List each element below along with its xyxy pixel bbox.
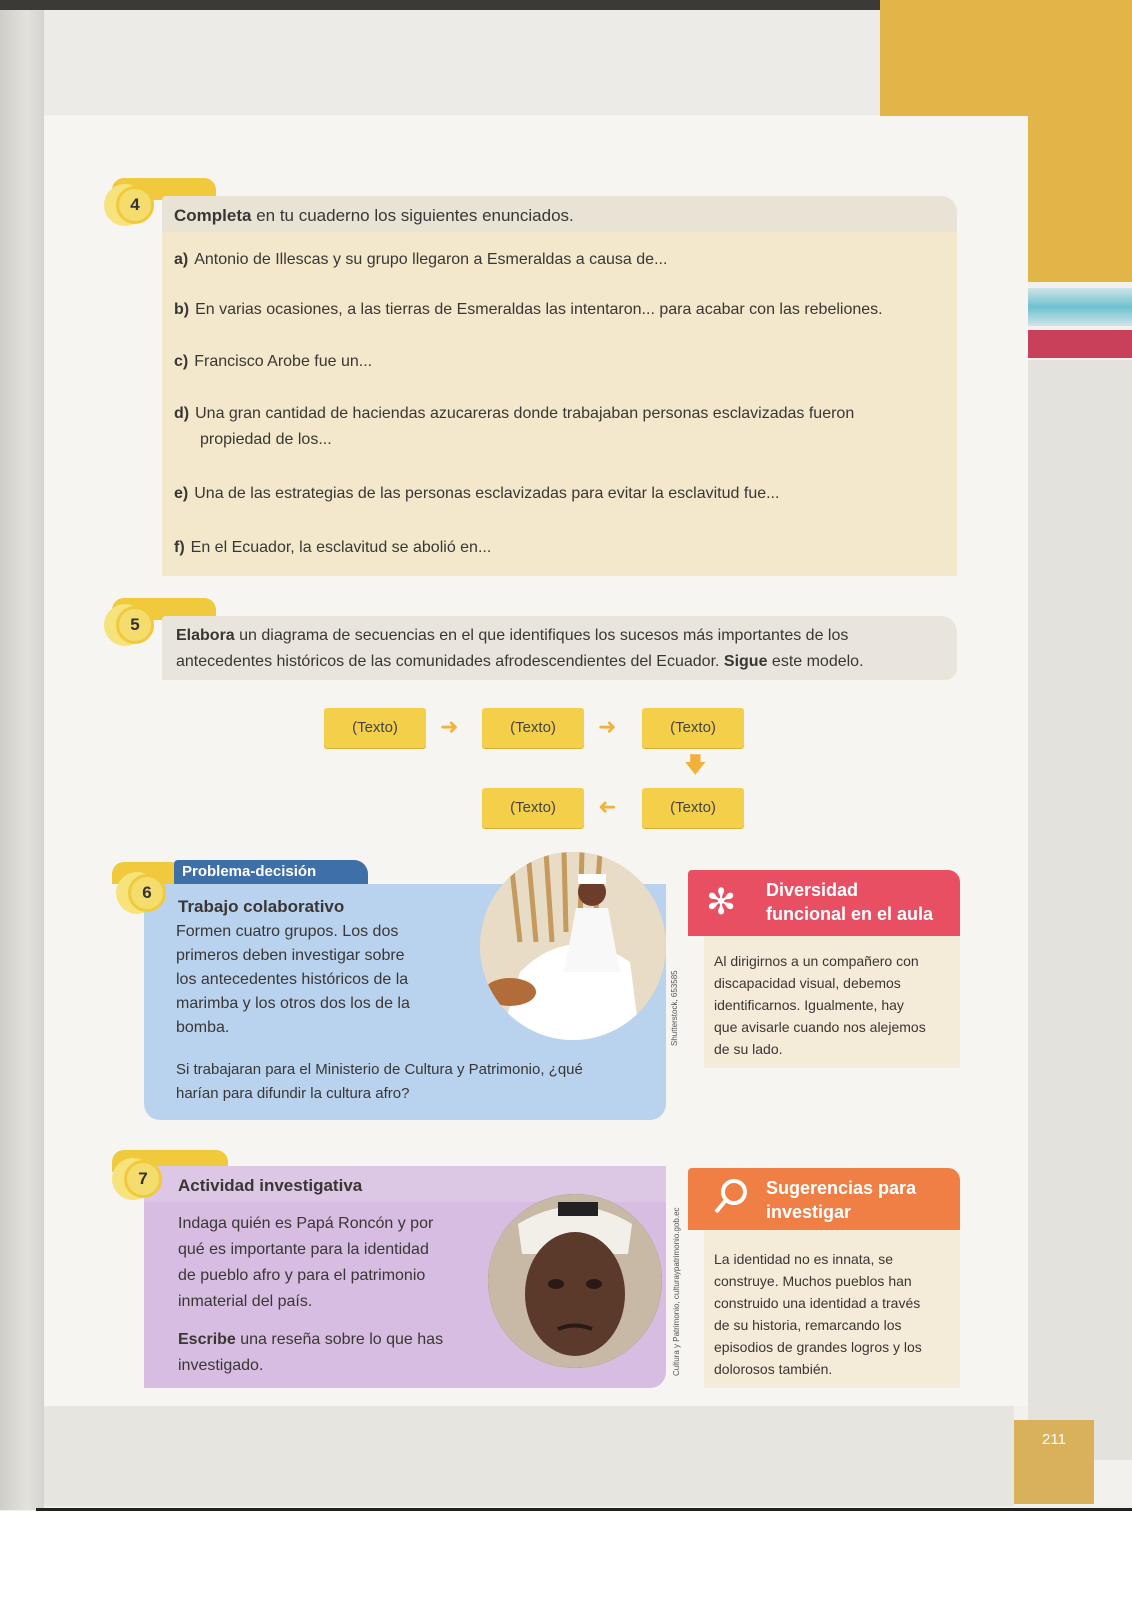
item-text: Una de las estrategias de las personas esclavizadas para evitar la esclavitud fue... <box>194 485 780 502</box>
activity-6-title: Trabajo colaborativo <box>178 897 345 916</box>
activity-7-number: 7 <box>124 1160 162 1198</box>
diversity-text: de su lado. <box>714 1041 783 1057</box>
sequence-box-3: (Texto) <box>642 708 744 748</box>
instruction-text: un diagrama de secuencias en el que identifiques los sucesos más importantes de los <box>234 627 849 644</box>
magnifier-icon <box>708 1174 754 1220</box>
activity-6-question: harían para difundir la cultura afro? <box>176 1085 410 1102</box>
sequence-box-2: (Texto) <box>482 708 584 748</box>
list-item <box>174 482 779 506</box>
arrow-right-icon: ➜ <box>440 714 459 739</box>
arrow-left-icon: ➜ <box>598 794 617 819</box>
instruction-verb: Escribe <box>178 1331 236 1348</box>
item-text: Antonio de Illescas y su grupo llegaron a Esmeraldas a causa de... <box>194 251 668 268</box>
diversity-title: funcional en el aula <box>766 904 934 924</box>
instruction-text: en tu cuaderno los siguientes enunciados. <box>251 206 574 225</box>
problem-decision-tag: Problema-decisión <box>174 860 368 884</box>
page-number: 211 <box>1014 1420 1094 1504</box>
marimba-dancer-photo <box>480 852 666 1040</box>
dancer-illustration <box>480 852 666 1040</box>
diversity-text: que avisarle cuando nos alejemos <box>714 1019 926 1035</box>
activity-5-number: 5 <box>116 606 154 644</box>
arrow-right-icon: ➜ <box>598 714 617 739</box>
suggestions-text: episodios de grandes logros y los <box>714 1339 922 1355</box>
arrow-down-icon: 🡇 <box>684 752 707 777</box>
diversity-text: Al dirigirnos a un compañero con <box>714 953 919 969</box>
diversity-title: Diversidad <box>766 880 859 900</box>
sequence-box-5: (Texto) <box>482 788 584 828</box>
activity-7-write-line-2: investigado. <box>178 1357 264 1374</box>
instruction-verb: Elabora <box>176 627 235 644</box>
suggestions-text: construido una identidad a través <box>714 1295 921 1311</box>
activity-6-number: 6 <box>128 874 166 912</box>
activity-4-instruction <box>174 204 574 228</box>
sequence-box-4: (Texto) <box>642 788 744 828</box>
list-item <box>174 402 854 426</box>
suggestions-text: de su historia, remarcando los <box>714 1317 902 1333</box>
activity-6-line: los antecedentes históricos de la <box>176 971 409 988</box>
magnifier-icon-shape <box>708 1174 754 1220</box>
item-text: En varias ocasiones, a las tierras de Esmeraldas las intentaron... para acabar con las rebeliones. <box>195 301 883 318</box>
activity-5-line-1 <box>176 624 848 648</box>
suggestions-text: dolorosos también. <box>714 1361 833 1377</box>
papa-roncon-photo <box>488 1194 662 1368</box>
instruction-text: antecedentes históricos de las comunidades afrodescendientes del Ecuador. <box>176 653 724 670</box>
list-item-continuation: propiedad de los... <box>200 431 332 448</box>
teal-edge-stripe <box>1028 288 1132 326</box>
item-label: b) <box>174 301 190 318</box>
list-item <box>174 350 372 374</box>
page-right-edge <box>1028 360 1132 1460</box>
book-binding <box>0 10 44 1510</box>
list-item <box>174 536 491 560</box>
item-label: a) <box>174 251 189 268</box>
page-top-margin <box>44 10 880 115</box>
activity-6-line: bomba. <box>176 1019 230 1036</box>
item-label: c) <box>174 353 189 370</box>
list-item <box>174 298 883 322</box>
diversity-text: identificarnos. Igualmente, hay <box>714 997 904 1013</box>
activity-7-line: inmaterial del país. <box>178 1293 313 1310</box>
activity-4-number: 4 <box>116 186 154 224</box>
diversity-text: discapacidad visual, debemos <box>714 975 901 991</box>
instruction-text: este modelo. <box>767 653 864 670</box>
suggestions-title: investigar <box>766 1202 852 1222</box>
instruction-verb: Completa <box>174 206 252 225</box>
activity-6-line: Formen cuatro grupos. Los dos <box>176 923 399 940</box>
page-bottom-band <box>44 1406 1014 1506</box>
activity-7-line: de pueblo afro y para el patrimonio <box>178 1267 426 1284</box>
suggestions-text: La identidad no es innata, se <box>714 1251 894 1267</box>
item-label: d) <box>174 405 190 422</box>
activity-7-title: Actividad investigativa <box>178 1176 363 1195</box>
activity-7-write <box>178 1328 443 1352</box>
flower-icon: ✻ <box>706 881 737 922</box>
item-text: Una gran cantidad de haciendas azucareras donde trabajaban personas esclavizadas fueron <box>195 405 855 422</box>
item-label: e) <box>174 485 189 502</box>
scan-blank-area <box>0 1511 1132 1600</box>
item-text: Francisco Arobe fue un... <box>194 353 373 370</box>
suggestions-title: Sugerencias para <box>766 1178 917 1198</box>
activity-5-line-2 <box>176 650 864 674</box>
photo-credit: Cultura y Patrimonio, culturaypatrimonio.gob.ec <box>672 1207 681 1376</box>
sequence-box-1: (Texto) <box>324 708 426 748</box>
photo-credit: Shutterstock, 653585 <box>670 970 679 1046</box>
list-item <box>174 248 667 272</box>
activity-7-line: qué es importante para la identidad <box>178 1241 429 1258</box>
activity-6-question: Si trabajaran para el Ministerio de Cultura y Patrimonio, ¿qué <box>176 1061 583 1078</box>
item-text: En el Ecuador, la esclavitud se abolió en... <box>190 539 492 556</box>
suggestions-text: construye. Muchos pueblos han <box>714 1273 912 1289</box>
instruction-text: una reseña sobre lo que has <box>235 1331 444 1348</box>
activity-6-line: marimba y los otros dos los de la <box>176 995 410 1012</box>
activity-7-line: Indaga quién es Papá Roncón y por <box>178 1215 434 1232</box>
item-label: f) <box>174 539 185 556</box>
red-edge-stripe <box>1028 330 1132 358</box>
activity-6-line: primeros deben investigar sobre <box>176 947 405 964</box>
instruction-verb: Sigue <box>723 653 768 670</box>
portrait-illustration <box>488 1194 662 1368</box>
